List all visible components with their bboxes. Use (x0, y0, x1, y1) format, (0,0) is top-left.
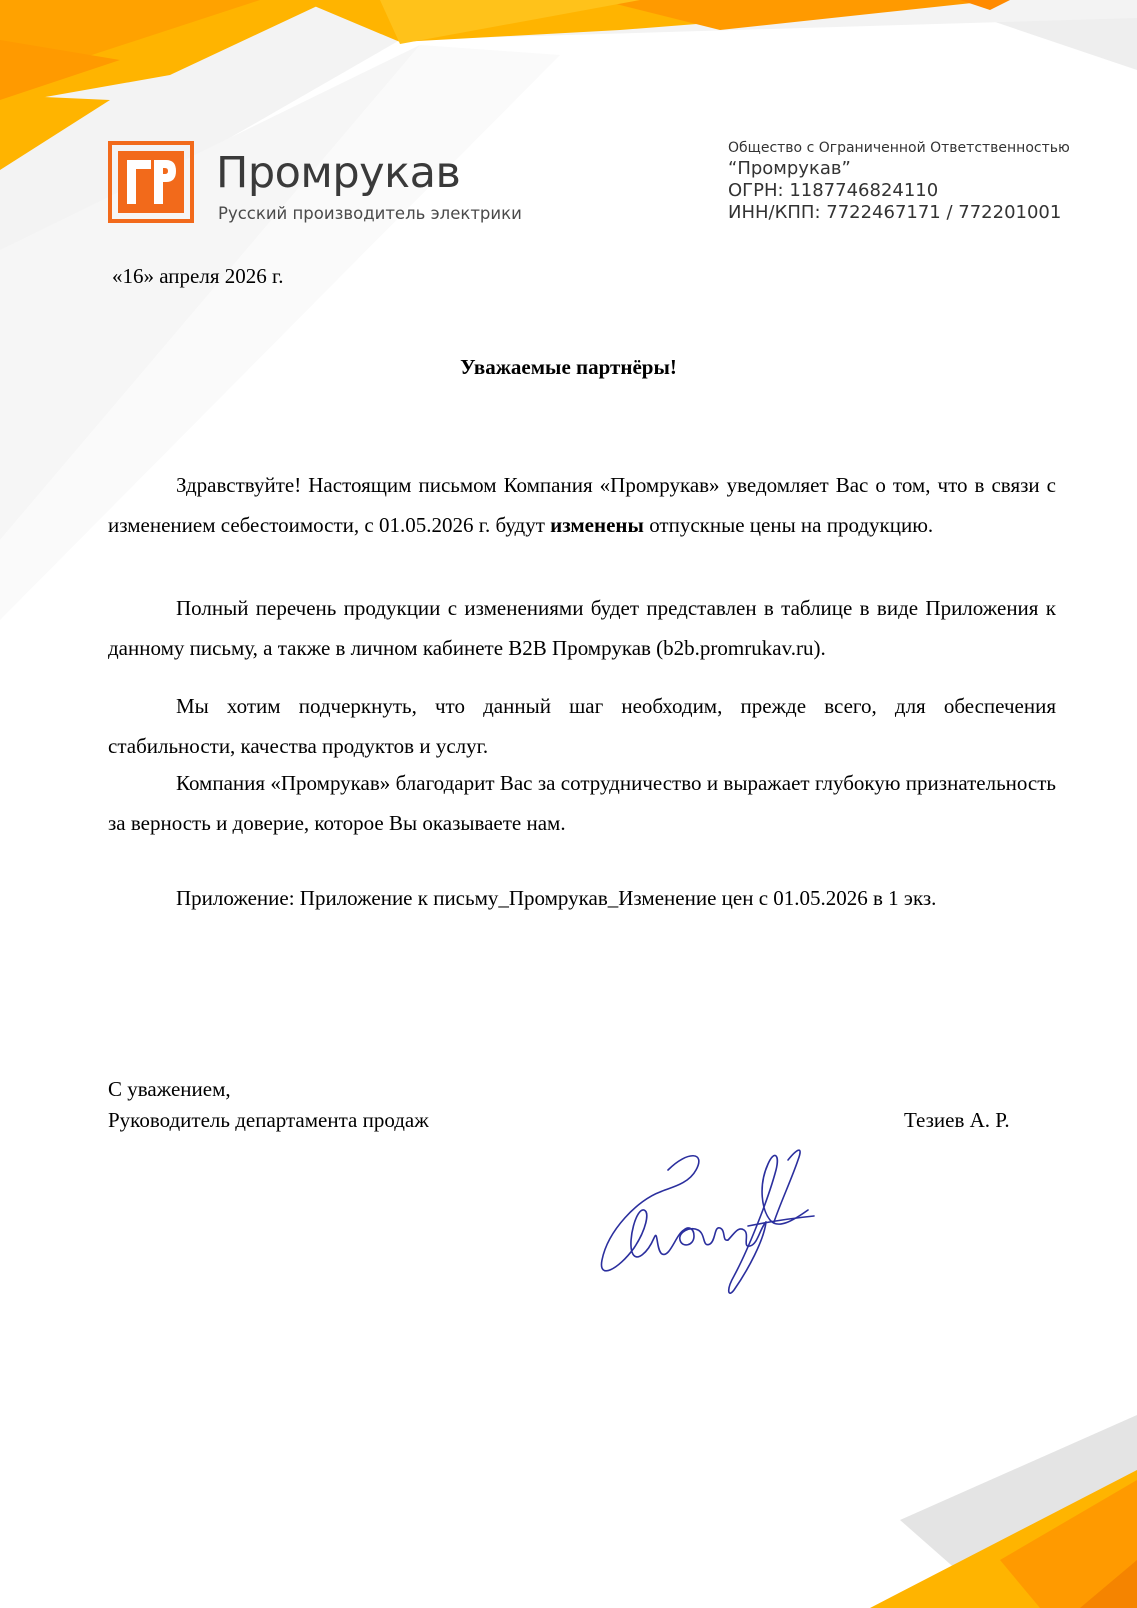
paragraph-4 (108, 764, 1056, 843)
paragraph-3 (108, 687, 1056, 766)
letter-greeting: Уважаемые партнёры! (460, 355, 677, 379)
attachment-note: Приложение: Приложение к письму_Промрукав_Изменение цен с 01.05.2026 в 1 экз. (176, 886, 937, 910)
handwritten-signature (598, 1130, 828, 1300)
company-inn-kpp: ИНН/КПП: 7722467171 / 772201001 (728, 202, 1062, 223)
brand-tagline: Русский производитель электрики (218, 204, 522, 223)
paragraph-2 (108, 589, 1056, 668)
signer-name: Тезиев А. Р. (904, 1108, 1010, 1132)
paragraph-1-bold: изменены (550, 512, 644, 537)
paragraph-4-text: Компания «Промрукав» благодарит Вас за сотрудничество и выражает глубокую признательность за верность и доверие, которое Вы оказываете нам. (108, 771, 1056, 835)
company-name: “Промрукав” (728, 158, 851, 179)
company-ogrn: ОГРН: 1187746824110 (728, 180, 939, 201)
brand-name: Промрукав (216, 148, 461, 198)
company-logo (108, 141, 194, 223)
signer-position: Руководитель департамента продаж (108, 1108, 429, 1132)
paragraph-1 (108, 466, 1056, 545)
paragraph-1-end: отпускные цены на продукцию. (643, 512, 934, 537)
paragraph-1-start: Здравствуйте! Настоящим письмом Компания «Промрукав» уведомляет Вас о том, что в связи с изменением себестоимости, с 01.05.2026 г. будут (108, 473, 1056, 537)
paragraph-2-text: Полный перечень продукции с изменениями будет представлен в таблице в виде Приложения к данному письму, а также в личном кабинете B2B Промрукав (b2b.promrukav.ru). (108, 596, 1056, 660)
letter-date: «16» апреля 2026 г. (112, 264, 284, 288)
closing-phrase: С уважением, (108, 1077, 231, 1101)
company-legal-form: Общество с Ограниченной Ответственностью (728, 140, 1070, 156)
company-requisites (728, 138, 1070, 224)
paragraph-3-text: Мы хотим подчеркнуть, что данный шаг необходим, прежде всего, для обеспечения стабильности, качества продуктов и услуг. (108, 694, 1056, 758)
